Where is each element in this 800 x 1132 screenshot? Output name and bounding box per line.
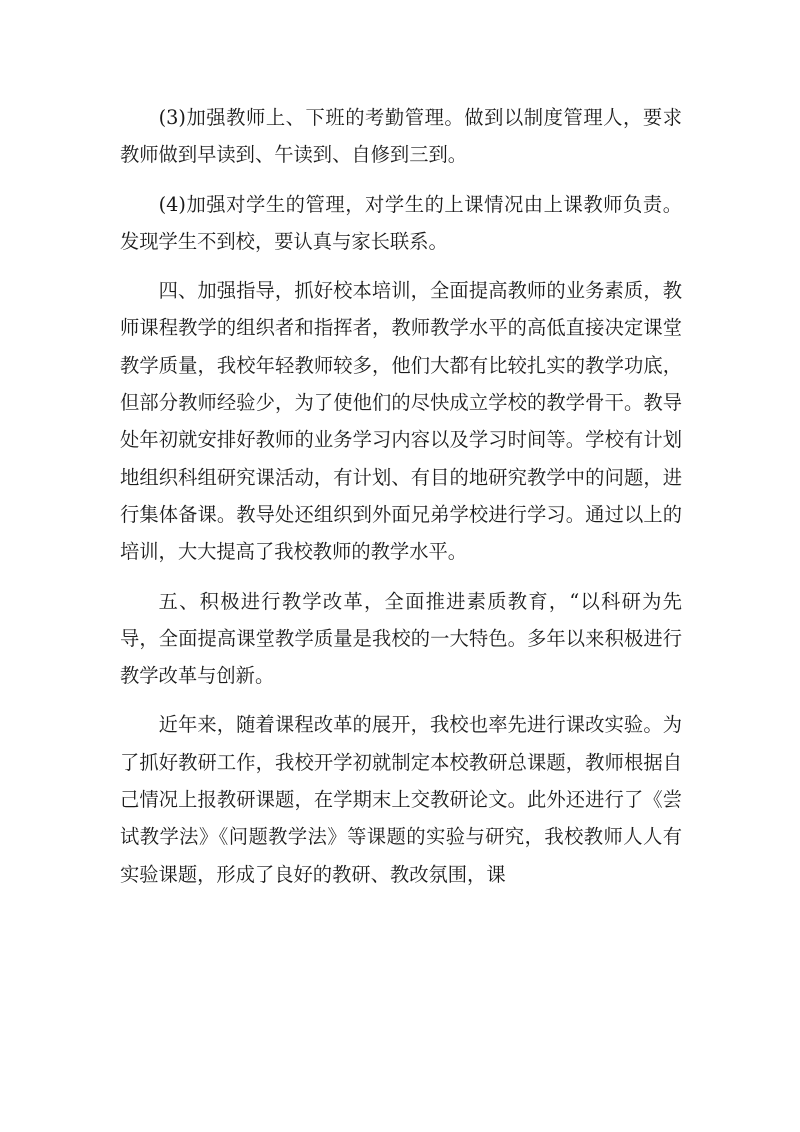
paragraph-curriculum-reform: 近年来，随着课程改革的展开，我校也率先进行课改实验。为了抓好教研工作，我校开学初就制定本校教研总课题，教师根据自己情况上报教研课题，在学期末上交教研论文。此外还进行了《尝试教学法》《问题教学法》等课题的实验与研究，我校教师人人有实验课题，形成了良好的教研、教改氛围，课: [120, 713, 682, 886]
document-page: [120, 99, 682, 905]
paragraph-teaching-reform: 五、积极进行教学改革，全面推进素质教育，“以科研为先导，全面提高课堂教学质量是我校的一大特色。多年以来积极进行教学改革与创新。: [120, 589, 682, 688]
paragraph-student-management: (4)加强对学生的管理，对学生的上课情况由上课教师负责。发现学生不到校，要认真与家长联系。: [120, 192, 682, 253]
paragraph-attendance-management: (3)加强教师上、下班的考勤管理。做到以制度管理人，要求教师做到早读到、午读到、自修到三到。: [120, 106, 682, 167]
paragraph-teacher-training: 四、加强指导，抓好校本培训，全面提高教师的业务素质，教师课程教学的组织者和指挥者，教师教学水平的高低直接决定课堂教学质量，我校年轻教师较多，他们大都有比较扎实的教学功底，但部分教师经验少，为了使他们的尽快成立学校的教学骨干。教导处年初就安排好教师的业务学习内容以及学习时间等。学校有计划地组织科组研究课活动，有计划、有目的地研究教学中的问题，进行集体备课。教导处还组织到外面兄弟学校进行学习。通过以上的培训，大大提高了我校教师的教学水平。: [120, 279, 682, 564]
